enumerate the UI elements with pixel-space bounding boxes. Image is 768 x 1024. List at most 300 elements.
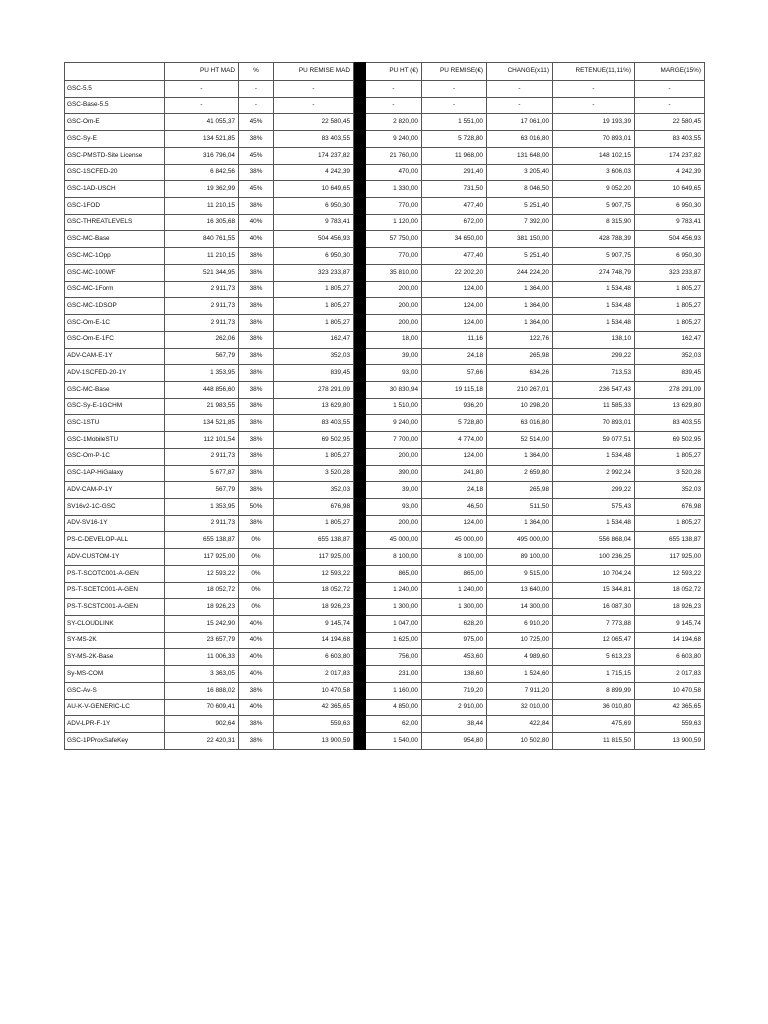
cell-change: 2 659,80: [487, 465, 553, 482]
table-row: [65, 365, 705, 382]
cell-product: SY-MS-2K-Base: [65, 649, 165, 666]
cell-pu-ht-mad: 134 521,85: [165, 415, 239, 432]
cell-pu-remise-eur: 628,20: [422, 616, 487, 633]
cell-pu-ht-eur: 1 510,00: [366, 398, 422, 415]
cell-pu-ht-mad: 2 911,73: [165, 448, 239, 465]
table-row: [65, 298, 705, 315]
cell-marge: 352,03: [635, 348, 705, 365]
cell-change: 3 205,40: [487, 164, 553, 181]
cell-marge: 504 456,93: [635, 231, 705, 248]
table-row: [65, 549, 705, 566]
cell-change: 511,50: [487, 498, 553, 515]
separator-bar: [354, 365, 366, 382]
cell-retenue: 138,10: [553, 331, 635, 348]
cell-change: 9 515,00: [487, 565, 553, 582]
cell-marge: 18 052,72: [635, 582, 705, 599]
cell-percent: 0%: [239, 532, 274, 549]
cell-percent: 38%: [239, 331, 274, 348]
cell-product: GSC-Base-5.5: [65, 97, 165, 114]
cell-retenue: 575,43: [553, 498, 635, 515]
cell-pu-ht-mad: 15 242,90: [165, 616, 239, 633]
table-row: [65, 532, 705, 549]
cell-pu-remise-mad: 3 520,28: [274, 465, 354, 482]
separator-bar: [354, 298, 366, 315]
cell-pu-remise-eur: 8 100,00: [422, 549, 487, 566]
cell-product: GSC-Om-P-1C: [65, 448, 165, 465]
cell-product: SV16v2-1C-GSC: [65, 498, 165, 515]
cell-marge: 1 805,27: [635, 448, 705, 465]
cell-percent: -: [239, 81, 274, 98]
cell-product: GSC-MC-100WF: [65, 264, 165, 281]
cell-pu-remise-mad: 69 502,95: [274, 432, 354, 449]
cell-pu-ht-eur: 7 700,00: [366, 432, 422, 449]
cell-percent: 38%: [239, 131, 274, 148]
cell-marge: 22 580,45: [635, 114, 705, 131]
separator-bar: [354, 348, 366, 365]
cell-marge: 655 138,87: [635, 532, 705, 549]
cell-pu-remise-mad: 18 052,72: [274, 582, 354, 599]
cell-marge: 10 649,65: [635, 181, 705, 198]
cell-pu-remise-eur: 2 910,00: [422, 699, 487, 716]
table-row: [65, 448, 705, 465]
cell-marge: 352,03: [635, 482, 705, 499]
cell-pu-remise-eur: 1 300,00: [422, 599, 487, 616]
cell-product: GSC-Sy-E: [65, 131, 165, 148]
cell-pu-remise-eur: 11,16: [422, 331, 487, 348]
cell-change: 131 648,00: [487, 147, 553, 164]
cell-product: PS-T-SCETC001-A-GEN: [65, 582, 165, 599]
separator-bar: [354, 81, 366, 98]
cell-pu-ht-mad: 70 609,41: [165, 699, 239, 716]
cell-marge: 13 900,59: [635, 733, 705, 750]
cell-marge: 18 926,23: [635, 599, 705, 616]
cell-change: -: [487, 97, 553, 114]
cell-pu-ht-mad: 112 101,54: [165, 432, 239, 449]
cell-change: 4 989,60: [487, 649, 553, 666]
cell-percent: 38%: [239, 164, 274, 181]
cell-product: GSC-Sy-E-1GCHM: [65, 398, 165, 415]
cell-pu-ht-eur: 39,00: [366, 482, 422, 499]
cell-pu-remise-eur: -: [422, 81, 487, 98]
cell-pu-remise-mad: 117 925,00: [274, 549, 354, 566]
separator-bar: [354, 131, 366, 148]
cell-product: Sy-MS-COM: [65, 666, 165, 683]
cell-product: GSC-MC-Base: [65, 381, 165, 398]
table-row: [65, 682, 705, 699]
cell-pu-ht-eur: 470,00: [366, 164, 422, 181]
cell-percent: 38%: [239, 298, 274, 315]
cell-pu-remise-mad: 162,47: [274, 331, 354, 348]
cell-product: GSC-1AP-HiGalaxy: [65, 465, 165, 482]
cell-pu-remise-mad: 13 629,80: [274, 398, 354, 415]
cell-pu-remise-eur: 57,66: [422, 365, 487, 382]
header-cell-pu-ht-mad: PU HT MAD: [165, 63, 239, 81]
separator-bar: [354, 515, 366, 532]
cell-change: 17 061,00: [487, 114, 553, 131]
cell-change: 14 300,00: [487, 599, 553, 616]
header-cell-marge: MARGE(15%): [635, 63, 705, 81]
cell-pu-ht-eur: 57 750,00: [366, 231, 422, 248]
cell-change: 13 640,00: [487, 582, 553, 599]
cell-pu-ht-eur: 200,00: [366, 315, 422, 332]
table-row: [65, 482, 705, 499]
cell-product: ADV-CAM-P-1Y: [65, 482, 165, 499]
cell-change: 1 364,00: [487, 515, 553, 532]
cell-product: PS-T-SCOTC001-A-GEN: [65, 565, 165, 582]
cell-pu-ht-mad: 567,79: [165, 348, 239, 365]
cell-retenue: 1 534,48: [553, 448, 635, 465]
cell-change: 63 016,80: [487, 415, 553, 432]
cell-retenue: 1 534,48: [553, 315, 635, 332]
cell-percent: 0%: [239, 582, 274, 599]
cell-pu-ht-mad: 2 911,73: [165, 298, 239, 315]
cell-pu-remise-mad: 13 900,59: [274, 733, 354, 750]
cell-pu-ht-eur: 21 760,00: [366, 147, 422, 164]
cell-change: 265,98: [487, 348, 553, 365]
cell-pu-remise-eur: 477,40: [422, 248, 487, 265]
separator-bar: [354, 582, 366, 599]
cell-change: 122,76: [487, 331, 553, 348]
cell-pu-remise-eur: 1 551,00: [422, 114, 487, 131]
cell-pu-ht-mad: 11 210,15: [165, 198, 239, 215]
cell-change: 7 911,20: [487, 682, 553, 699]
cell-product: GSC-MC-1DSOP: [65, 298, 165, 315]
cell-product: GSC-Om-E-1C: [65, 315, 165, 332]
cell-marge: 278 291,09: [635, 381, 705, 398]
separator-bar: [354, 97, 366, 114]
separator-bar: [354, 482, 366, 499]
cell-product: GSC-5.5: [65, 81, 165, 98]
cell-change: 1 364,00: [487, 448, 553, 465]
cell-retenue: 236 547,43: [553, 381, 635, 398]
cell-pu-ht-eur: 9 240,00: [366, 415, 422, 432]
cell-pu-ht-mad: 5 677,87: [165, 465, 239, 482]
cell-pu-remise-eur: 45 000,00: [422, 532, 487, 549]
cell-pu-ht-eur: 756,00: [366, 649, 422, 666]
cell-percent: 0%: [239, 549, 274, 566]
cell-pu-remise-eur: 11 968,00: [422, 147, 487, 164]
cell-product: ADV-1SCFED-20-1Y: [65, 365, 165, 382]
cell-pu-remise-mad: 1 805,27: [274, 315, 354, 332]
cell-pu-ht-eur: 8 100,00: [366, 549, 422, 566]
cell-pu-ht-eur: 1 300,00: [366, 599, 422, 616]
table-row: [65, 264, 705, 281]
cell-marge: 83 403,55: [635, 131, 705, 148]
cell-marge: 6 603,80: [635, 649, 705, 666]
cell-retenue: 11 585,33: [553, 398, 635, 415]
cell-marge: 117 925,00: [635, 549, 705, 566]
table-row: [65, 248, 705, 265]
cell-marge: 13 629,80: [635, 398, 705, 415]
table-row: [65, 164, 705, 181]
separator-bar: [354, 733, 366, 750]
cell-retenue: 11 815,50: [553, 733, 635, 750]
cell-percent: 50%: [239, 498, 274, 515]
table-row: [65, 498, 705, 515]
cell-product: GSC-MC-1Form: [65, 281, 165, 298]
separator-bar: [354, 198, 366, 215]
cell-marge: 10 470,58: [635, 682, 705, 699]
header-cell-product: [65, 63, 165, 81]
cell-pu-remise-mad: 655 138,87: [274, 532, 354, 549]
cell-change: 89 100,00: [487, 549, 553, 566]
table-row: [65, 147, 705, 164]
cell-pu-ht-mad: 18 926,23: [165, 599, 239, 616]
cell-percent: 38%: [239, 264, 274, 281]
cell-change: 6 910,20: [487, 616, 553, 633]
cell-pu-remise-eur: 975,00: [422, 632, 487, 649]
cell-retenue: 5 907,75: [553, 248, 635, 265]
cell-pu-remise-mad: 18 926,23: [274, 599, 354, 616]
table-row: [65, 398, 705, 415]
cell-pu-remise-mad: 352,03: [274, 482, 354, 499]
cell-retenue: 7 773,88: [553, 616, 635, 633]
cell-retenue: 299,22: [553, 348, 635, 365]
table-row: [65, 381, 705, 398]
cell-retenue: 15 344,81: [553, 582, 635, 599]
cell-percent: 45%: [239, 147, 274, 164]
table-row: [65, 348, 705, 365]
cell-marge: 174 237,82: [635, 147, 705, 164]
table-row: [65, 465, 705, 482]
cell-marge: 69 502,95: [635, 432, 705, 449]
cell-pu-ht-eur: 231,00: [366, 666, 422, 683]
cell-percent: 45%: [239, 181, 274, 198]
table-row: [65, 716, 705, 733]
table-row: [65, 181, 705, 198]
cell-change: 32 010,00: [487, 699, 553, 716]
cell-pu-ht-mad: 6 842,56: [165, 164, 239, 181]
cell-change: -: [487, 81, 553, 98]
separator-bar: [354, 666, 366, 683]
cell-pu-ht-mad: 902,64: [165, 716, 239, 733]
cell-pu-remise-mad: 14 194,68: [274, 632, 354, 649]
cell-pu-ht-eur: 1 160,00: [366, 682, 422, 699]
cell-marge: -: [635, 97, 705, 114]
cell-pu-ht-eur: 390,00: [366, 465, 422, 482]
cell-pu-remise-mad: 559,63: [274, 716, 354, 733]
separator-bar: [354, 632, 366, 649]
cell-pu-ht-eur: 865,00: [366, 565, 422, 582]
cell-pu-remise-mad: 9 783,41: [274, 214, 354, 231]
cell-pu-remise-mad: 10 649,65: [274, 181, 354, 198]
cell-retenue: 274 748,79: [553, 264, 635, 281]
cell-retenue: 12 065,47: [553, 632, 635, 649]
separator-bar: [354, 682, 366, 699]
table-row: [65, 97, 705, 114]
cell-pu-ht-eur: 1 330,00: [366, 181, 422, 198]
cell-marge: 2 017,83: [635, 666, 705, 683]
cell-pu-remise-mad: 12 593,22: [274, 565, 354, 582]
table-row: [65, 415, 705, 432]
cell-percent: 38%: [239, 348, 274, 365]
cell-product: GSC-Av-S: [65, 682, 165, 699]
cell-retenue: 475,69: [553, 716, 635, 733]
separator-bar: [354, 181, 366, 198]
cell-pu-remise-eur: 24,18: [422, 348, 487, 365]
header-cell-percent: %: [239, 63, 274, 81]
cell-percent: 40%: [239, 649, 274, 666]
cell-percent: 38%: [239, 733, 274, 750]
cell-marge: 9 783,41: [635, 214, 705, 231]
cell-percent: 38%: [239, 716, 274, 733]
cell-pu-ht-mad: 1 353,95: [165, 365, 239, 382]
cell-pu-remise-mad: 1 805,27: [274, 281, 354, 298]
cell-pu-remise-mad: 4 242,39: [274, 164, 354, 181]
cell-change: 5 251,40: [487, 248, 553, 265]
cell-retenue: 713,53: [553, 365, 635, 382]
cell-pu-ht-mad: 1 353,95: [165, 498, 239, 515]
cell-pu-ht-mad: 2 911,73: [165, 281, 239, 298]
cell-pu-ht-mad: 18 052,72: [165, 582, 239, 599]
cell-pu-remise-eur: 453,60: [422, 649, 487, 666]
cell-retenue: 2 992,24: [553, 465, 635, 482]
cell-pu-remise-eur: 124,00: [422, 315, 487, 332]
cell-product: GSC-MC-Base: [65, 231, 165, 248]
table-row: [65, 699, 705, 716]
separator-bar: [354, 432, 366, 449]
cell-marge: 839,45: [635, 365, 705, 382]
cell-marge: 1 805,27: [635, 281, 705, 298]
cell-retenue: 5 907,75: [553, 198, 635, 215]
separator-bar: [354, 264, 366, 281]
cell-marge: 3 520,28: [635, 465, 705, 482]
cell-pu-remise-mad: 1 805,27: [274, 515, 354, 532]
cell-pu-ht-mad: 23 657,79: [165, 632, 239, 649]
table-row: [65, 114, 705, 131]
cell-product: GSC-Om-E: [65, 114, 165, 131]
cell-pu-ht-mad: 16 888,02: [165, 682, 239, 699]
cell-pu-remise-mad: -: [274, 97, 354, 114]
cell-change: 244 224,20: [487, 264, 553, 281]
cell-marge: 12 593,22: [635, 565, 705, 582]
table-row: [65, 214, 705, 231]
cell-retenue: 59 077,51: [553, 432, 635, 449]
cell-pu-ht-eur: 45 000,00: [366, 532, 422, 549]
cell-change: 10 725,00: [487, 632, 553, 649]
cell-pu-ht-eur: 9 240,00: [366, 131, 422, 148]
cell-retenue: 70 893,01: [553, 131, 635, 148]
cell-marge: 162,47: [635, 331, 705, 348]
cell-pu-ht-eur: 93,00: [366, 365, 422, 382]
cell-percent: 40%: [239, 699, 274, 716]
table-row: [65, 599, 705, 616]
separator-bar: [354, 281, 366, 298]
cell-pu-remise-eur: 291,40: [422, 164, 487, 181]
cell-pu-remise-eur: -: [422, 97, 487, 114]
cell-product: GSC-1PProxSafeKey: [65, 733, 165, 750]
cell-percent: 40%: [239, 231, 274, 248]
separator-bar: [354, 315, 366, 332]
table-row: [65, 666, 705, 683]
cell-product: GSC-1AD-USCH: [65, 181, 165, 198]
cell-percent: 40%: [239, 666, 274, 683]
cell-change: 1 364,00: [487, 315, 553, 332]
cell-product: ADV-LPR-F-1Y: [65, 716, 165, 733]
cell-marge: 42 365,65: [635, 699, 705, 716]
header-cell-pu-remise-eur: PU REMISE(€): [422, 63, 487, 81]
cell-pu-ht-mad: 21 983,55: [165, 398, 239, 415]
cell-retenue: 1 534,48: [553, 298, 635, 315]
cell-pu-ht-eur: 93,00: [366, 498, 422, 515]
cell-marge: 9 145,74: [635, 616, 705, 633]
cell-percent: 38%: [239, 381, 274, 398]
cell-pu-remise-mad: 174 237,82: [274, 147, 354, 164]
cell-pu-ht-mad: 12 593,22: [165, 565, 239, 582]
cell-change: 1 364,00: [487, 281, 553, 298]
cell-pu-remise-eur: 19 115,18: [422, 381, 487, 398]
cell-pu-remise-mad: 504 456,93: [274, 231, 354, 248]
cell-pu-ht-mad: -: [165, 81, 239, 98]
cell-marge: 6 950,30: [635, 198, 705, 215]
cell-retenue: 299,22: [553, 482, 635, 499]
table-row: [65, 131, 705, 148]
separator-bar: [354, 532, 366, 549]
cell-percent: 38%: [239, 432, 274, 449]
table-row: [65, 198, 705, 215]
cell-marge: 1 805,27: [635, 515, 705, 532]
cell-percent: 38%: [239, 315, 274, 332]
cell-pu-remise-mad: -: [274, 81, 354, 98]
cell-percent: 38%: [239, 448, 274, 465]
cell-marge: 83 403,55: [635, 415, 705, 432]
cell-pu-ht-mad: 262,06: [165, 331, 239, 348]
price-table: [64, 62, 705, 750]
cell-product: GSC-Om-E-1FC: [65, 331, 165, 348]
cell-pu-remise-mad: 42 365,65: [274, 699, 354, 716]
cell-pu-remise-eur: 124,00: [422, 448, 487, 465]
cell-pu-ht-eur: 2 820,00: [366, 114, 422, 131]
cell-retenue: 148 102,15: [553, 147, 635, 164]
cell-percent: 38%: [239, 198, 274, 215]
separator-bar: [354, 716, 366, 733]
cell-percent: 38%: [239, 398, 274, 415]
header-cell-change: CHANGE(x11): [487, 63, 553, 81]
cell-pu-remise-mad: 83 403,55: [274, 131, 354, 148]
table-row: [65, 616, 705, 633]
cell-percent: 40%: [239, 632, 274, 649]
cell-pu-remise-mad: 352,03: [274, 348, 354, 365]
cell-pu-ht-mad: 2 911,73: [165, 315, 239, 332]
cell-product: SY-MS-2K: [65, 632, 165, 649]
table-row: [65, 81, 705, 98]
cell-retenue: 19 193,39: [553, 114, 635, 131]
cell-pu-ht-eur: 1 625,00: [366, 632, 422, 649]
cell-pu-ht-eur: 18,00: [366, 331, 422, 348]
cell-pu-ht-mad: 22 420,31: [165, 733, 239, 750]
cell-pu-ht-mad: 521 344,95: [165, 264, 239, 281]
cell-pu-ht-mad: -: [165, 97, 239, 114]
cell-percent: 45%: [239, 114, 274, 131]
cell-percent: 40%: [239, 214, 274, 231]
table-row: [65, 315, 705, 332]
cell-pu-remise-eur: 241,80: [422, 465, 487, 482]
cell-pu-ht-eur: 1 047,00: [366, 616, 422, 633]
cell-pu-ht-mad: 11 006,33: [165, 649, 239, 666]
cell-pu-ht-mad: 316 796,04: [165, 147, 239, 164]
cell-pu-ht-mad: 448 856,60: [165, 381, 239, 398]
table-row: [65, 632, 705, 649]
separator-bar: [354, 164, 366, 181]
cell-marge: 1 805,27: [635, 298, 705, 315]
cell-pu-remise-mad: 10 470,58: [274, 682, 354, 699]
table-row: [65, 331, 705, 348]
cell-percent: -: [239, 97, 274, 114]
cell-product: PS-C-DEVELOP-ALL: [65, 532, 165, 549]
cell-pu-ht-eur: 35 810,00: [366, 264, 422, 281]
cell-pu-remise-eur: 22 202,20: [422, 264, 487, 281]
cell-percent: 0%: [239, 599, 274, 616]
